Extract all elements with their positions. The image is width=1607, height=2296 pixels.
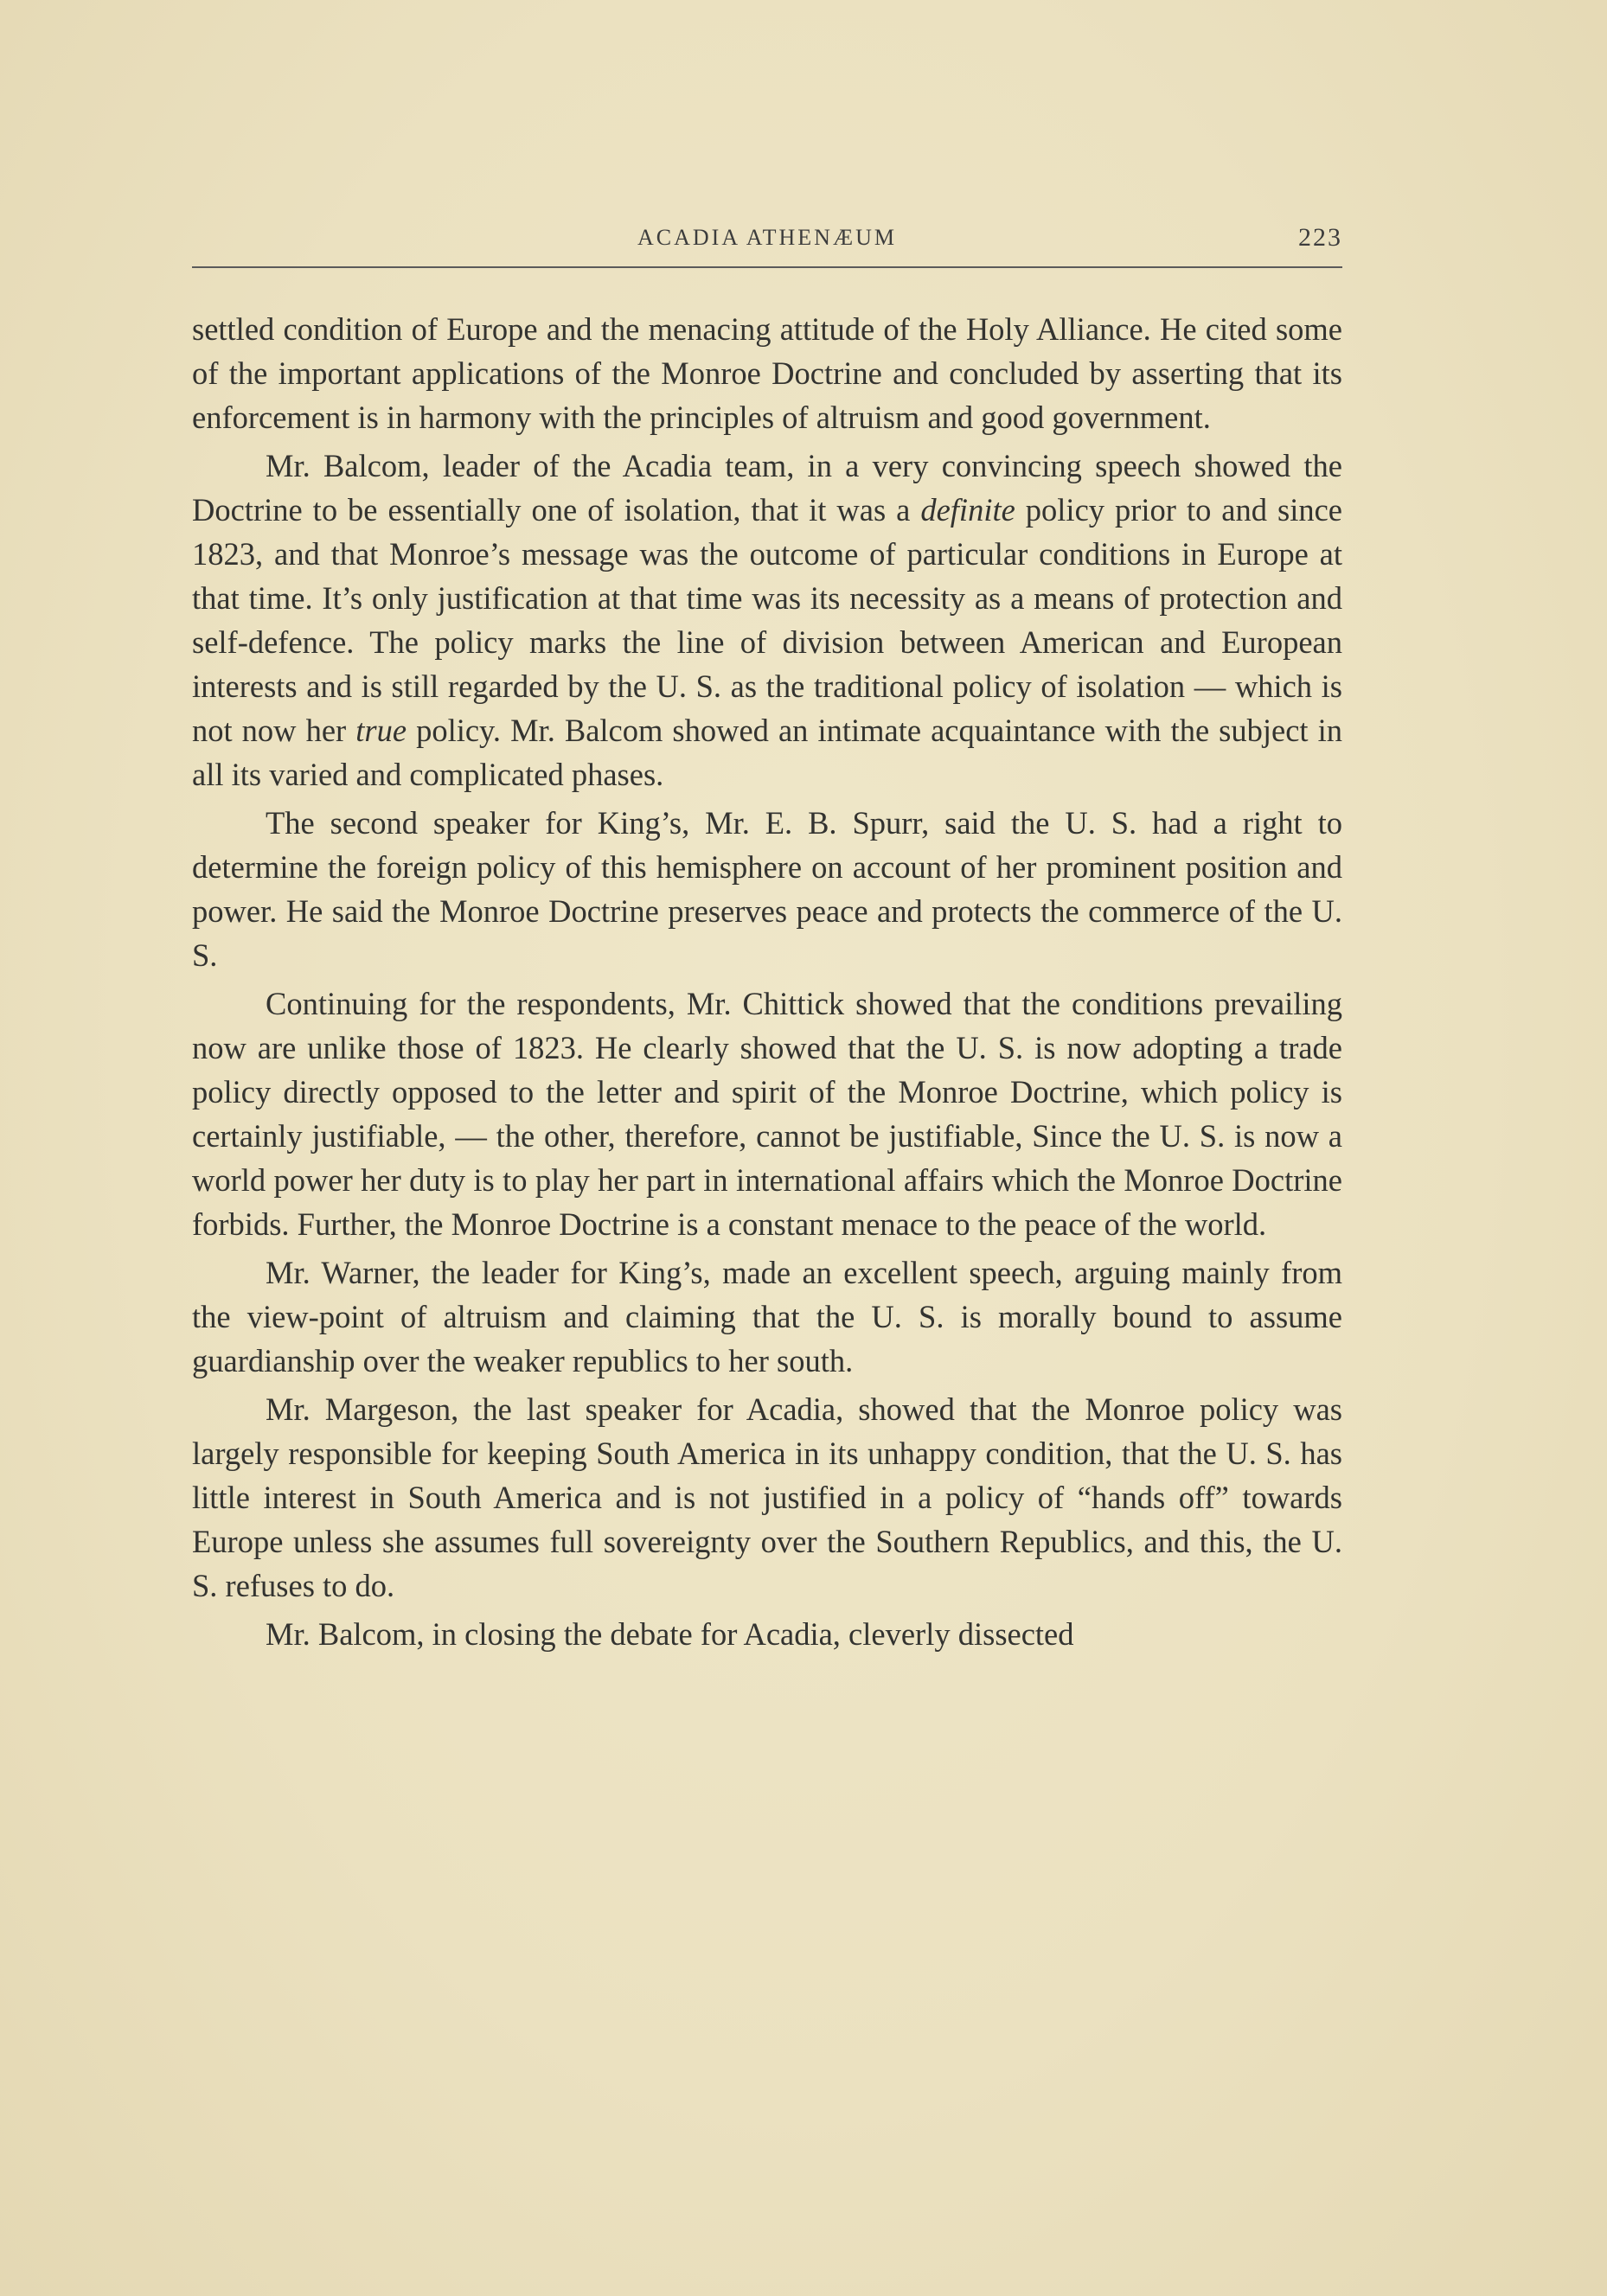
italic-definite: definite [920, 492, 1015, 528]
paragraph-text: policy. Mr. Balcom showed an intimate acquaintance with the subject in all its varied and complicated phases. [192, 713, 1342, 792]
italic-true: true [355, 713, 407, 748]
paragraph-text: Mr. Warner, the leader for King’s, made an excellent speech, arguing mainly from the view-point of altruism and claiming that the U. S. is morally bound to assume guardianship over the weaker republics to her south. [192, 1255, 1342, 1378]
paragraph-balcom [192, 444, 1342, 796]
paragraph-text: Continuing for the respondents, Mr. Chittick showed that the conditions prevailing now are unlike those of 1823. He clearly showed that the U. S. is now adopting a trade policy directly opposed to the letter and spirit of the Monroe Doctrine, which policy is certainly justifiable, — the other, therefore, cannot be justifiable, Since the U. S. is now a world power her duty is to play her part in international affairs which the Monroe Doctrine forbids. Further, the Monroe Doctrine is a constant menace to the peace of the world. [192, 986, 1342, 1242]
running-title: ACADIA ATHENÆUM [637, 225, 897, 250]
paragraph-text: Mr. Margeson, the last speaker for Acadia, showed that the Monroe policy was largely responsible for keeping South America in its unhappy condition, that the U. S. has little interest in South America and is not justified in a policy of “hands off” towards Europe unless she assumes full sovereignty over the Southern Republics, and this, the U. S. refuses to do. [192, 1391, 1342, 1603]
paragraph-closing [192, 1612, 1342, 1656]
paragraph-text: policy prior to and since 1823, and that Monroe’s message was the outcome of particular conditions in Europe at that time. It’s only justification at that time was its necessity as a means of protection and self-defence. The policy marks the line of division between American and European interests and is still regarded by the U. S. as the traditional policy of isolation — which is not now her [192, 492, 1342, 748]
paragraph-spurr [192, 801, 1342, 977]
paragraph-text: The second speaker for King’s, Mr. E. B. Spurr, said the U. S. had a right to determine the foreign policy of this hemisphere on account of her prominent position and power. He said the Monroe Doctrine preserves peace and protects the commerce of the U. S. [192, 805, 1342, 973]
paragraph-text: settled condition of Europe and the menacing attitude of the Holy Alliance. He cited some of the important applications of the Monroe Doctrine and concluded by asserting that its enforcement is in harmony with the principles of altruism and good government. [192, 311, 1342, 435]
paragraph-text: Mr. Balcom, in closing the debate for Acadia, cleverly dissected [266, 1616, 1074, 1652]
page-number: 223 [1298, 223, 1342, 252]
paragraph-continuation [192, 307, 1342, 439]
paragraph-chittick [192, 982, 1342, 1246]
paragraph-margeson [192, 1387, 1342, 1608]
page-header [192, 218, 1342, 268]
paragraph-text: Mr. Balcom, leader of the Acadia team, in a very convincing speech showed the Doctrine to be essentially one of isolation, that it was a [192, 448, 1342, 528]
paragraph-warner [192, 1250, 1342, 1383]
page-body [192, 307, 1342, 1660]
